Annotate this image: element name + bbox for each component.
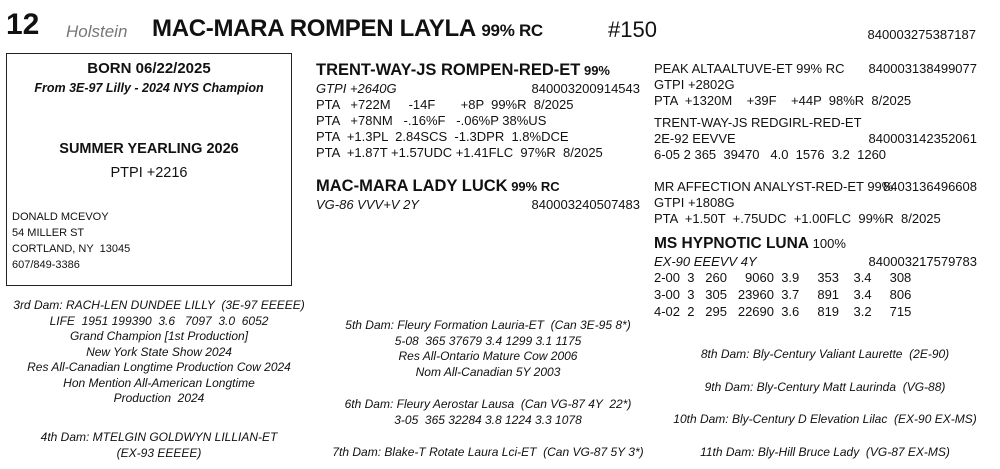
breed: Holstein: [66, 22, 128, 41]
ptpi: PTPI +2216: [110, 165, 188, 181]
sire-sire-gtpi: GTPI +2802G: [654, 77, 735, 92]
third-dam-line: LIFE 1951 199390 3.6 7097 3.0 6052: [49, 313, 269, 328]
dam-score: VG-86 VVV+V 2Y: [316, 197, 419, 212]
third-dam-line: Hon Mention All-American Longtime: [63, 375, 255, 390]
sire-registration: 840003200914543: [531, 81, 640, 96]
sire-dam-score: 2E-92 EEVVE: [654, 131, 736, 146]
pedigree-11th-dam: [660, 445, 990, 461]
dam-dam-record: 2-00 3 260 9060 3.9 353 3.4 308: [654, 270, 912, 285]
pedigree-10th-dam: [660, 412, 990, 428]
dam-registration: 840003240507483: [531, 197, 640, 212]
sire-dam-record: 6-05 2 365 39470 4.0 1576 3.2 1260: [654, 147, 887, 162]
sire-dam-registration: 840003142352061: [868, 131, 977, 146]
fourth-dam-line: (EX-93 EEEEE): [116, 445, 202, 460]
sire-sire-pta: PTA +1320M +39F +44P 98%R 8/2025: [654, 93, 912, 108]
pedigree-7th-dam: [318, 445, 658, 461]
sale-number: #150: [608, 17, 657, 42]
dam-sire-name: MR AFFECTION ANALYST-RED-ET 99%: [654, 179, 894, 194]
dam-dam-block: [654, 235, 977, 321]
seventh-dam-line: 7th Dam: Blake-T Rotate Laura Lci-ET (Can VG-87 5Y 3*): [332, 445, 644, 459]
registration-number: 840003275387187: [867, 27, 976, 42]
dam-block: [316, 177, 640, 213]
sire-sire-name: PEAK ALTAALTUVE-ET 99% RC: [654, 61, 845, 76]
dam-sire-gtpi: GTPI +1808G: [654, 195, 735, 210]
eleventh-dam-line: 11th Dam: Bly-Hill Bruce Lady (VG-87 EX-MS): [700, 445, 950, 459]
consignor-name: DONALD MCEVOY: [12, 211, 109, 223]
dam-dam-record: 4-02 2 295 22690 3.6 819 3.2 715: [654, 304, 912, 319]
sire-gtpi: GTPI +2640G: [316, 81, 397, 96]
fifth-dam-line: Nom All-Canadian 5Y 2003: [415, 364, 561, 379]
fifth-dam-line: 5th Dam: Fleury Formation Lauria-ET (Can 3E-95 8*): [345, 318, 631, 332]
sire-pta-line: PTA +1.87T +1.57UDC +1.41FLC 97%R 8/2025: [316, 145, 603, 160]
third-dam-line: Res All-Canadian Longtime Production Cow 2024: [27, 360, 291, 374]
sire-sire-block: [654, 61, 977, 109]
birth-date: BORN 06/22/2025: [87, 60, 211, 77]
pedigree-3rd-dam: [0, 298, 318, 407]
info-box: [6, 53, 292, 286]
consignor-street: 54 MILLER ST: [12, 227, 85, 239]
consignor-address: [12, 209, 130, 273]
dam-note: From 3E-97 Lilly - 2024 NYS Champion: [34, 81, 264, 95]
dam-sire-registration: 8403136496608: [883, 179, 977, 194]
tenth-dam-line: 10th Dam: Bly-Century D Elevation Lilac (EX-90 EX-MS): [673, 412, 977, 426]
fifth-dam-line: Res All-Ontario Mature Cow 2006: [398, 349, 578, 363]
ninth-dam-line: 9th Dam: Bly-Century Matt Laurinda (VG-88): [704, 380, 946, 394]
dam-sire-block: [654, 179, 977, 227]
dam-dam-score: EX-90 EEEVV 4Y: [654, 254, 757, 269]
sixth-dam-line: 3-05 365 32284 3.8 1224 3.3 1078: [394, 412, 582, 427]
dam-dam-record: 3-00 3 305 23960 3.7 891 3.4 806: [654, 287, 912, 302]
lot-number: 12: [6, 8, 40, 41]
fourth-dam-line: 4th Dam: MTELGIN GOLDWYN LILLIAN-ET: [40, 430, 278, 444]
dam-sire-pta: PTA +1.50T +.75UDC +1.00FLC 99%R 8/2025: [654, 211, 941, 226]
consignor-phone: 607/849-3386: [12, 259, 80, 271]
animal-name-text: MAC-MARA ROMPEN LAYLA: [152, 15, 476, 42]
show-class: SUMMER YEARLING 2026: [59, 141, 239, 157]
pedigree-8th-dam: [660, 347, 990, 363]
animal-name: [152, 15, 543, 43]
fifth-dam-line: 5-08 365 37679 3.4 1299 3.1 1175: [394, 333, 582, 348]
dam-dam-percent: 100%: [812, 236, 846, 251]
consignor-city: CORTLAND, NY 13045: [12, 243, 131, 255]
third-dam-line: 3rd Dam: RACH-LEN DUNDEE LILLY (3E-97 EEEEE): [13, 298, 305, 312]
third-dam-line: Production 2024: [113, 391, 205, 405]
animal-percent: 99% RC: [481, 21, 543, 40]
sire-block: [316, 61, 640, 161]
dam-percent: 99% RC: [511, 179, 560, 194]
pedigree-9th-dam: [660, 380, 990, 396]
sire-pta-line: PTA +722M -14F +8P 99%R 8/2025: [316, 97, 574, 112]
sire-pta-line: PTA +78NM -.16%F -.06%P 38%US: [316, 113, 547, 128]
pedigree-5th-dam: [318, 318, 658, 380]
sixth-dam-line: 6th Dam: Fleury Aerostar Lausa (Can VG-87 4Y 22*): [344, 397, 632, 411]
dam-dam-registration: 840003217579783: [868, 254, 977, 269]
sire-sire-registration: 840003138499077: [868, 61, 977, 76]
third-dam-line: New York State Show 2024: [86, 344, 232, 359]
third-dam-line: Grand Champion [1st Production]: [69, 329, 249, 343]
sire-name: TRENT-WAY-JS ROMPEN-RED-ET: [316, 61, 581, 79]
eighth-dam-line: 8th Dam: Bly-Century Valiant Laurette (2E-90): [700, 347, 950, 361]
dam-name: MAC-MARA LADY LUCK: [316, 177, 508, 195]
dam-dam-name: MS HYPNOTIC LUNA: [654, 235, 809, 252]
sire-pta-line: PTA +1.3PL 2.84SCS -1.3DPR 1.8%DCE: [316, 129, 569, 144]
sire-percent: 99%: [583, 63, 610, 78]
pedigree-6th-dam: [318, 397, 658, 428]
sire-dam-name: TRENT-WAY-JS REDGIRL-RED-ET: [654, 115, 862, 130]
sire-dam-block: [654, 115, 977, 163]
pedigree-4th-dam: [0, 430, 318, 461]
